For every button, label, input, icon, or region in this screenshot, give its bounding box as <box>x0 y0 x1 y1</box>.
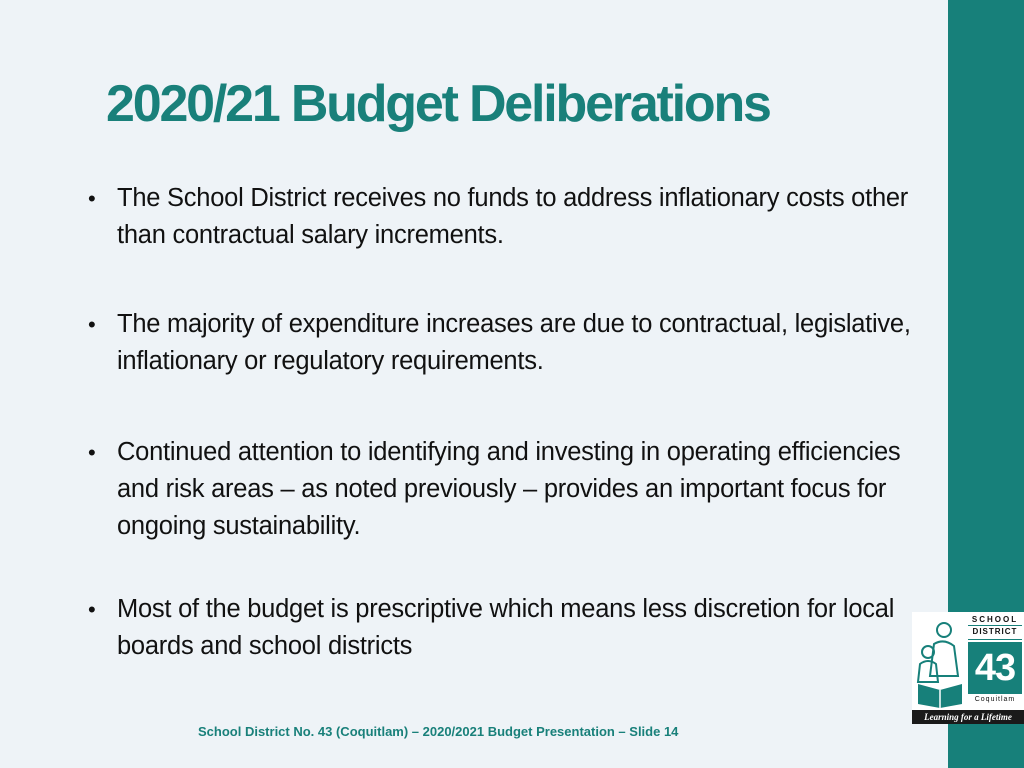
bullet-text: The majority of expenditure increases are due to contractual, legislative, inflationary or regulatory requirements. <box>117 310 911 375</box>
slide-title: 2020/21 Budget Deliberations <box>106 75 770 133</box>
bullet-item <box>88 306 918 380</box>
logo-district-number: 43 <box>968 642 1022 694</box>
bullet-icon: • <box>88 186 96 211</box>
bullet-icon: • <box>88 440 96 465</box>
bullet-item <box>88 434 918 545</box>
school-district-logo <box>912 612 1024 724</box>
logo-district-text: DISTRICT <box>972 627 1018 636</box>
logo-school-text: SCHOOL <box>971 615 1019 624</box>
bullet-item <box>88 591 918 665</box>
logo-tagline: Learning for a Lifetime <box>912 710 1024 724</box>
bullet-item <box>88 180 918 254</box>
family-reading-icon <box>914 616 966 708</box>
bullet-text: Continued attention to identifying and investing in operating efficiencies and risk areas – as noted previously – provides an important focus for ongoing sustainability. <box>117 438 901 540</box>
logo-rule <box>968 625 1022 626</box>
logo-city-text: Coquitlam <box>974 696 1016 703</box>
slide-footer: School District No. 43 (Coquitlam) – 2020/2021 Budget Presentation – Slide 14 <box>198 724 679 739</box>
bullet-text: Most of the budget is prescriptive which means less discretion for local boards and school districts <box>117 595 895 660</box>
bullet-icon: • <box>88 597 96 622</box>
bullet-icon: • <box>88 312 96 337</box>
logo-rule <box>968 639 1022 640</box>
bullet-text: The School District receives no funds to address inflationary costs other than contractual salary increments. <box>117 184 909 249</box>
